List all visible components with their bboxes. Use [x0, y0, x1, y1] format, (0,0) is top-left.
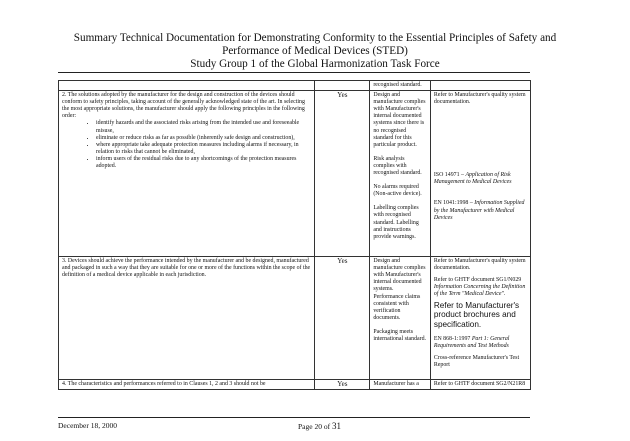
header-line-3: Study Group 1 of the Global Harmonization Task Force: [190, 58, 440, 70]
reference-2-cell: [430, 91, 530, 257]
footer-page-number: Page 20 of 31: [298, 421, 341, 431]
table-row: [59, 380, 531, 390]
method-packaging: Packaging meets international standard.: [373, 328, 427, 343]
ref-en-868: EN 868-1:1997 Part 1: General Requirements and Test Methods: [433, 336, 510, 350]
principle-2-text: 2. The solutions adopted by the manufacturer for the design and construction of the devices should conform to safety principles, taking account of the generally acknowledged state of the art. In selecting the most appropriate solutions, the manufacturer should apply the following principles in the following order:: [62, 92, 305, 120]
ref-iso: ISO 14971 – Application of Risk Management to Medical Devices: [433, 172, 512, 186]
method-4-cell: Manufacturer has a: [370, 380, 431, 390]
ref-en-1041: EN 1041:1998 – Information Supplied by the Manufacturer with Medical Devices: [433, 200, 525, 221]
method-alarms: No alarms required (Non-active device).: [373, 184, 422, 198]
essential-principles-table: [58, 80, 531, 390]
applicable-3-cell: Yes: [315, 257, 370, 380]
method-cell-continued: recognised standard.: [370, 81, 431, 91]
applicable-cell-continued: [315, 81, 370, 91]
applicable-4-cell: Yes: [315, 380, 370, 390]
principle-3-cell: 3. Devices should achieve the performance intended by the manufacturer and be designed, manufactured and packaged in such a way that they are suitable for one or more of the functions within the scope of the definition of a medical device applicable in each jurisdiction.: [59, 257, 315, 380]
header-rule: [58, 72, 530, 73]
list-item: • identify hazards and the associated risks arising from the intended use and foreseeable misuse,: [96, 120, 311, 134]
ref-quality: Refer to Manufacturer's quality system documentation.: [433, 92, 526, 106]
footer-rule: [58, 417, 530, 418]
reference-3-cell: [430, 257, 530, 380]
list-item: • inform users of the residual risks due to any shortcomings of the protection measures adopted.: [96, 156, 311, 170]
ref-crossref: Cross-reference Manufacturer's Test Report: [433, 355, 520, 369]
ref-ghtf-sg1: Refer to GHTF document SG1/N029 Information Concerning the Definition of the Term "Medical Device".: [433, 277, 526, 298]
method-performance: Performance claims consistent with verification documents.: [373, 293, 421, 321]
list-item: • eliminate or reduce risks as far as possible (inherently safe design and construction),: [96, 135, 311, 142]
table-row: [59, 257, 531, 380]
table-row: [59, 81, 531, 91]
method-labelling: Labelling complies with recognised standard. Labelling and instructions provide warnings.: [373, 205, 419, 240]
ref-brochures: Refer to Manufacturer's product brochures and specification.: [433, 300, 520, 329]
ref-quality: Refer to Manufacturer's quality system documentation.: [433, 258, 526, 272]
list-item: • where appropriate take adequate protection measures including alarms if necessary, in relation to risks that cannot be eliminated,: [96, 142, 311, 156]
header-line-2: Performance of Medical Devices (STED): [222, 45, 408, 57]
reference-cell-continued: [430, 81, 530, 91]
principle-4-cell: 4. The characteristics and performances referred to in Clauses 1, 2 and 3 should not be: [59, 380, 315, 390]
method-design: Design and manufacture complies with Manufacturer's internal documented systems since there is no recognised standard for this particular product.: [373, 92, 426, 148]
reference-4-cell: Refer to GHTF document SG2/N21R8: [430, 380, 530, 390]
principle-2-bullets: [62, 120, 311, 170]
applicable-2-cell: Yes: [315, 91, 370, 257]
method-3-cell: [370, 257, 431, 380]
footer-date: December 18, 2000: [58, 421, 117, 430]
table-row: [59, 91, 531, 257]
header-line-1: Summary Technical Documentation for Demonstrating Conformity to the Essential Principles of Safety and: [73, 32, 557, 44]
method-risk: Risk analysis complies with recognised standard.: [373, 155, 422, 177]
method-design: Design and manufacture complies with Manufacturer's internal documented systems.: [373, 258, 426, 293]
principle-cell-continued: [59, 81, 315, 91]
principle-2-cell: [59, 91, 315, 257]
method-2-cell: [370, 91, 431, 257]
